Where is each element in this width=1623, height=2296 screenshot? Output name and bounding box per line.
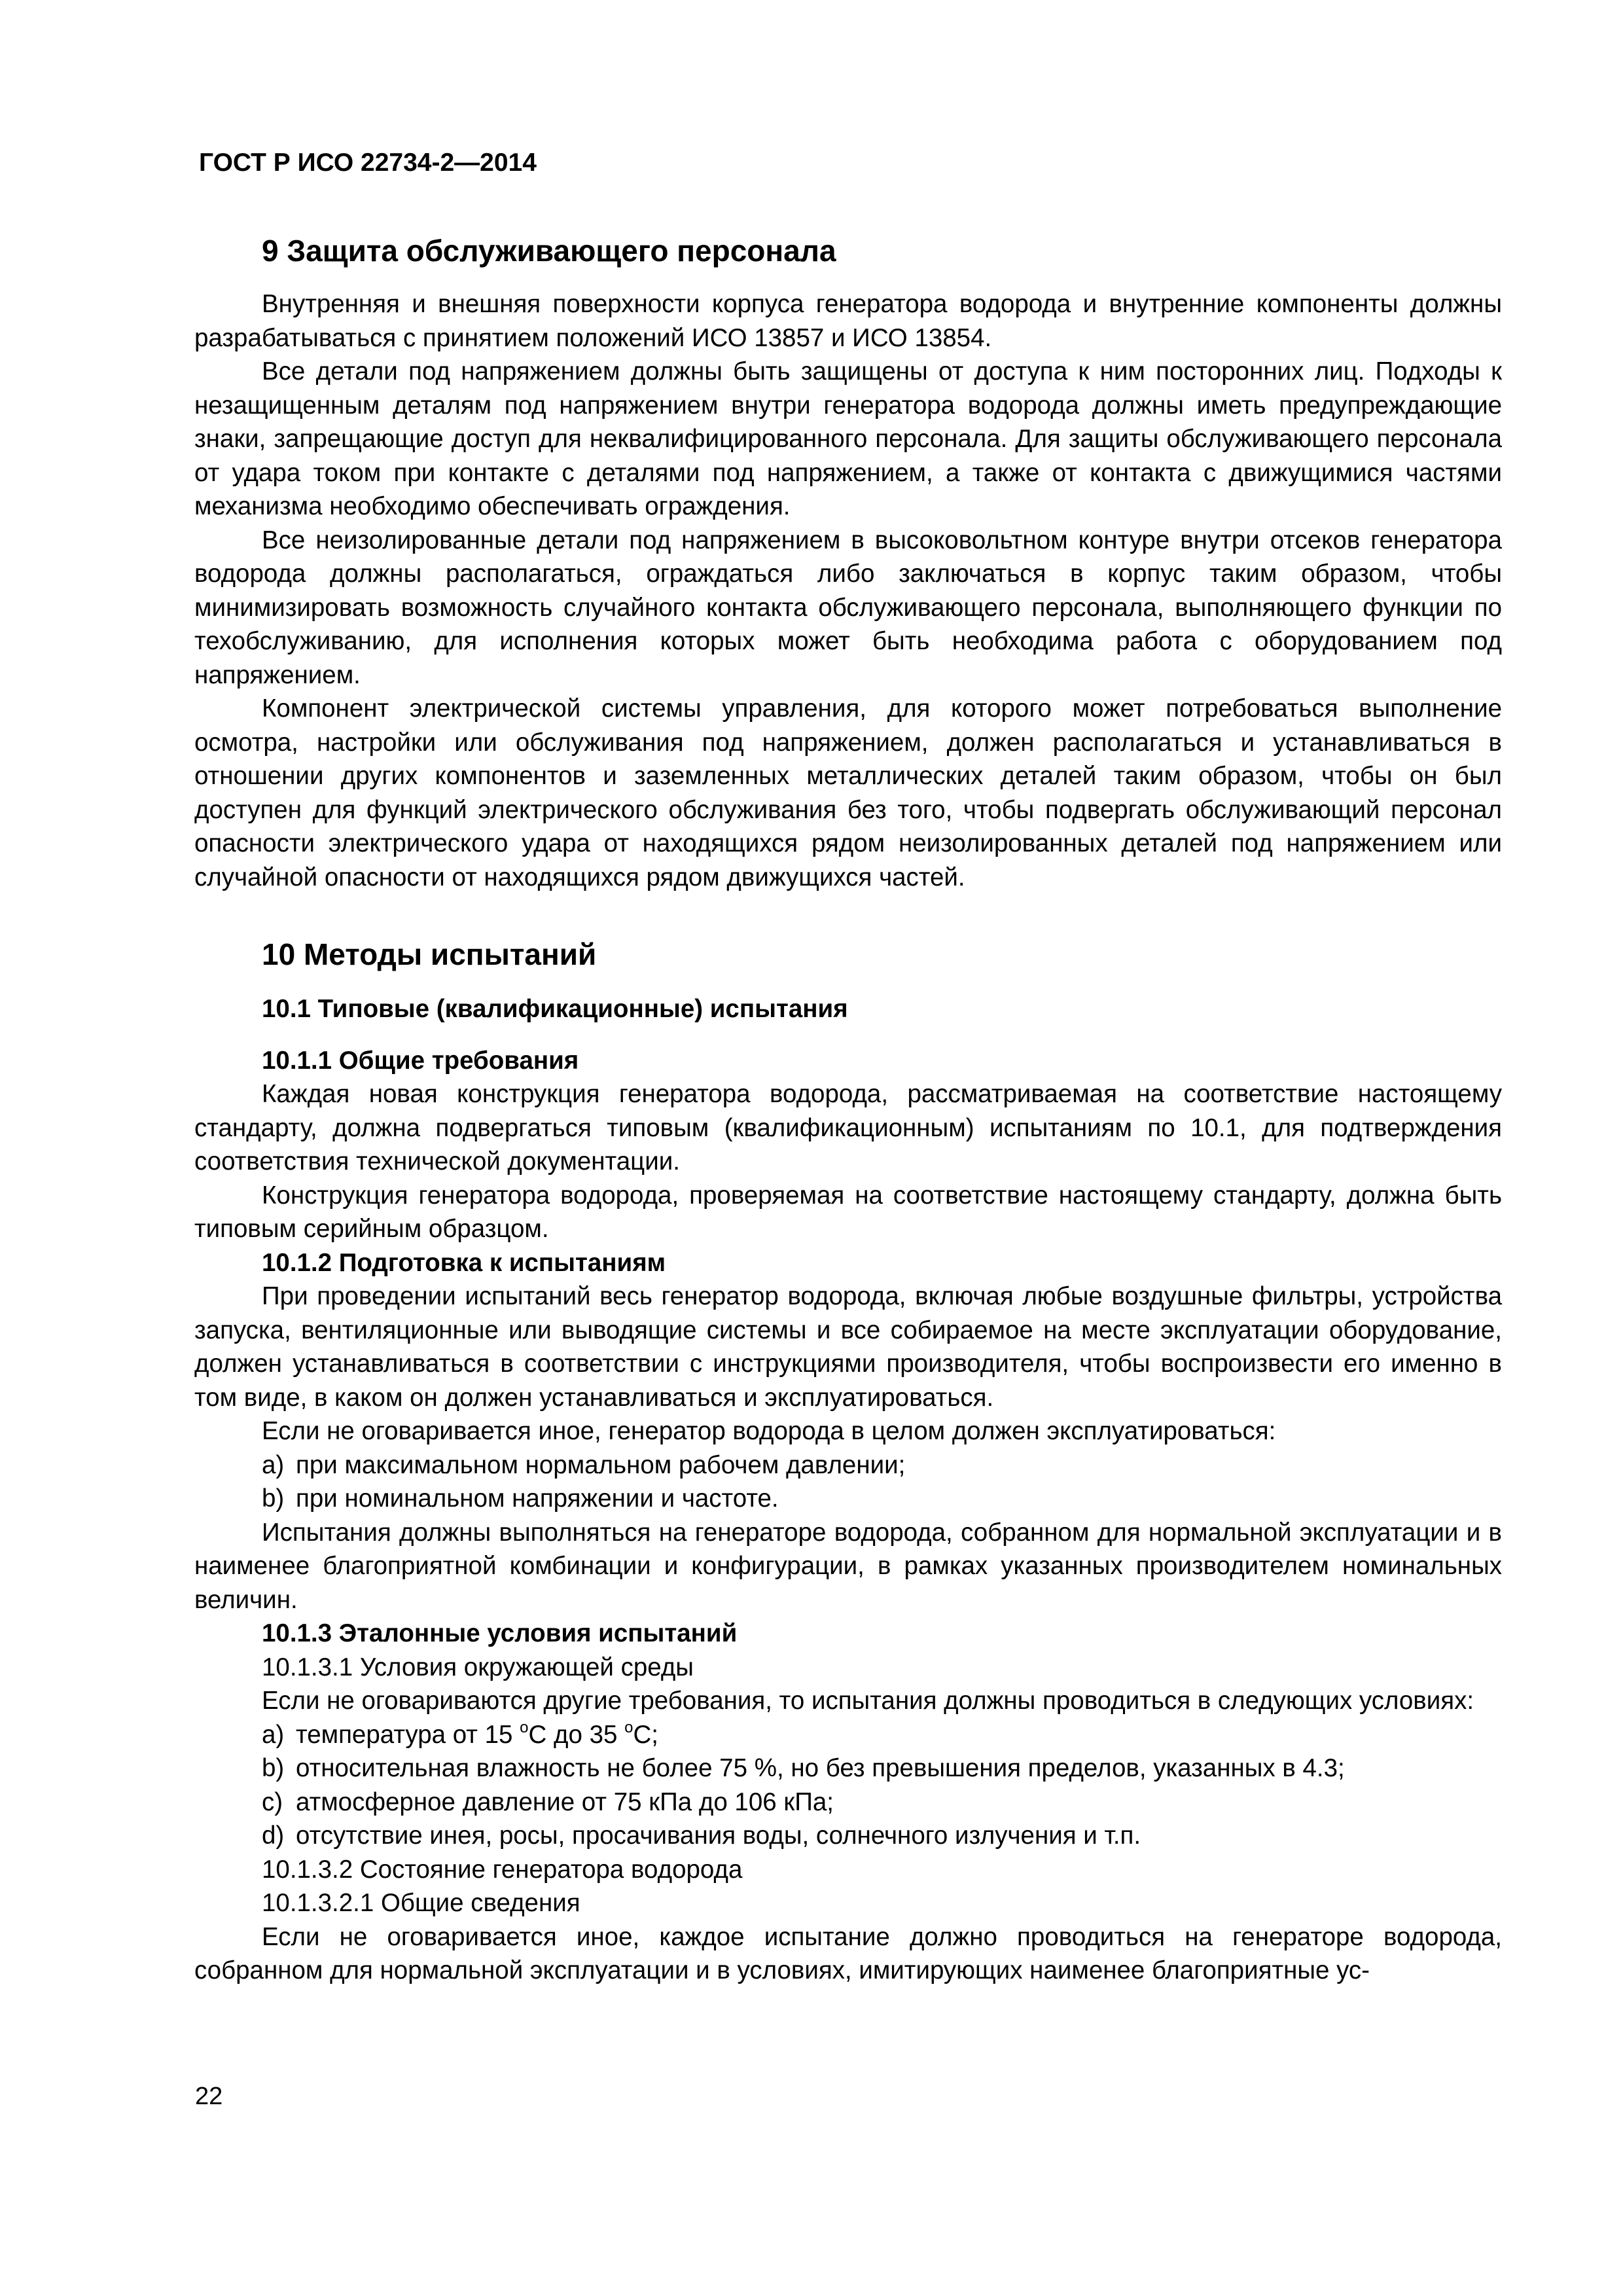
list-item <box>194 1785 1502 1820</box>
section-9-paragraph: Все неизолированные детали под напряжением в высоковольтном контуре внутри отсеков генератора водорода должны располагаться, ограждаться либо заключаться в корпус таким образом, чтобы минимизировать возможность случайного контакта обслуживающего персонала, выполняющего функции по техобслуживанию, для исполнения которых может быть необходима работа с оборудованием под напряжением. <box>194 526 1502 689</box>
list-item <box>194 1718 1502 1752</box>
section-10-1-2-heading: 10.1.2 Подготовка к испытаниям <box>262 1248 666 1277</box>
section-9-paragraph: Компонент электрической системы управления, для которого может потребоваться выполнение осмотра, настройки или обслуживания под напряжением, должен располагаться и устанавливаться в отношении других компонентов и заземленных металлических деталей таким образом, чтобы он был доступен для функций электрического обслуживания без того, чтобы подвергать обслуживающий персонал опасности электрического удара от находящихся рядом неизолированных деталей под напряжением или случайной опасности от находящихся рядом движущихся частей. <box>194 694 1502 891</box>
list-item-label: d) <box>262 1821 285 1850</box>
section-9-heading: 9 Защита обслуживающего персонала <box>262 234 836 268</box>
section-10-1-1-heading: 10.1.1 Общие требования <box>262 1046 579 1075</box>
page-number: 22 <box>195 2083 223 2110</box>
section-10-1-2-paragraph: При проведении испытаний весь генератор водорода, включая любые воздушные фильтры, устройства запуска, вентиляционные или выводящие системы и все собираемое на месте эксплуатации оборудование, должен устанавливаться в соответствии с инструкциями производителя, чтобы воспроизвести его именно в том виде, в каком он должен устанавливаться и эксплуатироваться. <box>194 1282 1502 1412</box>
list-item <box>194 1819 1502 1853</box>
section-10-1-heading: 10.1 Типовые (квалификационные) испытания <box>262 995 848 1023</box>
list-item-label: b) <box>262 1484 285 1513</box>
section-10-heading: 10 Методы испытаний <box>262 937 597 971</box>
subsection-10-1-3-1-title: 10.1.3.1 Условия окружающей среды <box>262 1653 694 1681</box>
degree-sign: o <box>520 1718 529 1736</box>
list-item <box>194 1751 1502 1785</box>
list-item-text <box>296 1718 658 1749</box>
temperature-text-prefix: температура от 15 <box>296 1720 520 1749</box>
list-item-text: атмосферное давление от 75 кПа до 106 кПа; <box>296 1787 834 1816</box>
subsection-10-1-3-2-1-title: 10.1.3.2.1 Общие сведения <box>262 1889 580 1917</box>
section-10-1-3-heading: 10.1.3 Эталонные условия испытаний <box>262 1619 738 1647</box>
list-item-text: отсутствие инея, росы, просачивания воды, солнечного излучения и т.п. <box>296 1821 1141 1850</box>
list-item-label: a) <box>262 1720 285 1749</box>
degree-sign: o <box>624 1718 633 1736</box>
list-item-text: при максимальном нормальном рабочем давлении; <box>296 1450 906 1479</box>
section-10-1-2-paragraph: Если не оговаривается иное, генератор водорода в целом должен эксплуатироваться: <box>262 1417 1276 1445</box>
section-10-1-3-paragraph: Если не оговаривается иное, каждое испытание должно проводиться на генераторе водорода, собранном для нормальной эксплуатации и в условиях, имитирующих наименее благоприятные ус- <box>194 1922 1502 1984</box>
section-9-paragraph: Внутренняя и внешняя поверхности корпуса генератора водорода и внутренние компоненты должны разрабатываться с принятием положений ИСО 13857 и ИСО 13854. <box>194 290 1502 352</box>
section-10-1-1-paragraph: Каждая новая конструкция генератора водорода, рассматриваемая на соответствие настоящему стандарту, должна подвергаться типовым (квалификационным) испытаниям по 10.1, для подтверждения соответствия технической документации. <box>194 1080 1502 1175</box>
temperature-text-suffix: C; <box>633 1720 658 1749</box>
page-content <box>194 231 1502 1988</box>
subsection-10-1-3-2-title: 10.1.3.2 Состояние генератора водорода <box>262 1855 743 1884</box>
list-item <box>194 1448 1502 1482</box>
section-10-1-2-paragraph: Испытания должны выполняться на генераторе водорода, собранном для нормальной эксплуатации и в наименее благоприятной комбинации и конфигурации, в рамках указанных производителем номинальных величин. <box>194 1518 1502 1614</box>
list-item-label: b) <box>262 1754 285 1782</box>
list-item-label: a) <box>262 1450 285 1479</box>
list-item-text: при номинальном напряжении и частоте. <box>296 1484 779 1513</box>
list-item-label: c) <box>262 1787 283 1816</box>
section-10-1-1-paragraph: Конструкция генератора водорода, проверяемая на соответствие настоящему стандарту, должна быть типовым серийным образцом. <box>194 1181 1502 1243</box>
section-9-paragraph: Все детали под напряжением должны быть защищены от доступа к ним посторонних лиц. Подходы к незащищенным деталям под напряжением внутри генератора водорода должны иметь предупреждающие знаки, запрещающие доступ для неквалифицированного персонала. Для защиты обслуживающего персонала от удара током при контакте с деталями под напряжением, а также от контакта с движущимися частями механизма необходимо обеспечивать ограждения. <box>194 357 1502 520</box>
temperature-text-middle: C до 35 <box>528 1720 625 1749</box>
document-code-header: ГОСТ Р ИСО 22734-2—2014 <box>199 149 537 177</box>
section-10-1-3-paragraph: Если не оговариваются другие требования, то испытания должны проводиться в следующих условиях: <box>262 1687 1474 1715</box>
list-item-text: относительная влажность не более 75 %, но без превышения пределов, указанных в 4.3; <box>296 1754 1345 1782</box>
list-item <box>194 1482 1502 1516</box>
